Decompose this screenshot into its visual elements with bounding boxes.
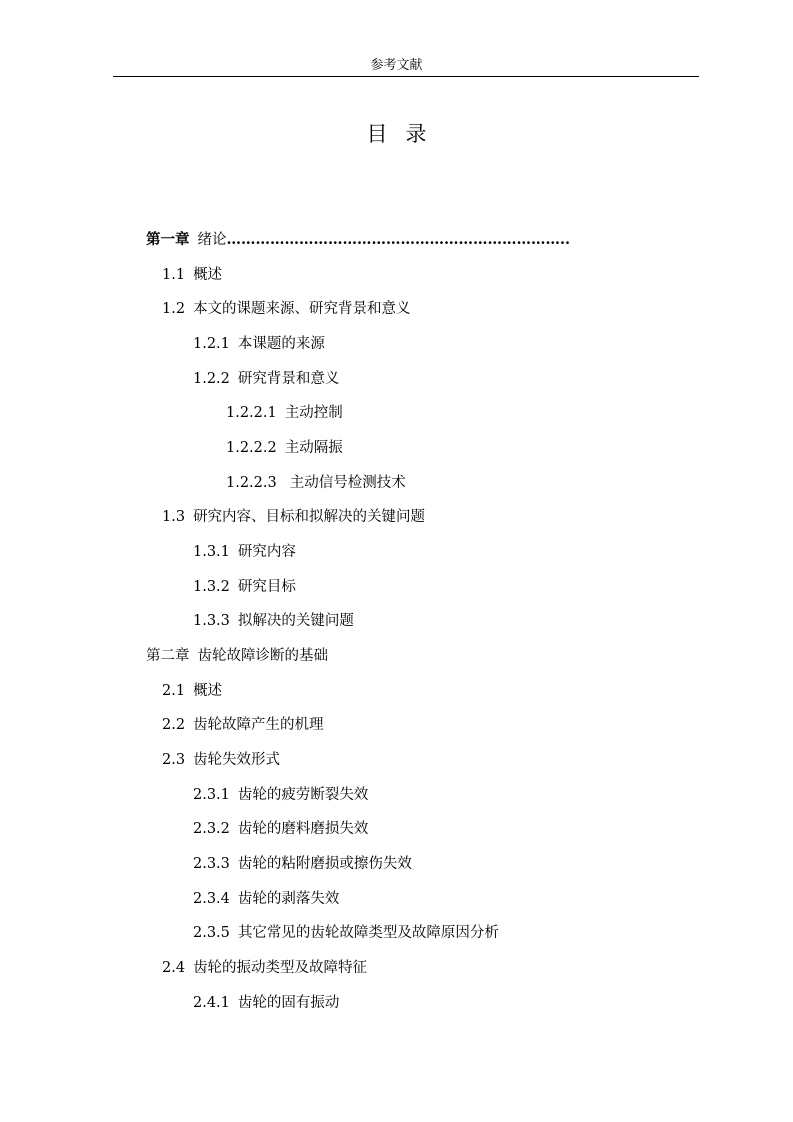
toc-entry-number: 1.1	[162, 267, 186, 283]
toc-entry-number: 1.3	[162, 509, 186, 525]
toc-entry-text: 本文的课题来源、研究背景和意义	[193, 301, 411, 317]
toc-entry-text: 概述	[193, 267, 223, 283]
toc-entry-text: 其它常见的齿轮故障类型及故障原因分析	[237, 925, 499, 941]
toc-entry-2-3-2[interactable]	[193, 819, 368, 839]
toc-entry-1-2[interactable]	[162, 299, 411, 319]
toc-entry-number: 第二章	[146, 648, 190, 664]
toc-entry-number: 1.2.1	[193, 336, 230, 352]
toc-entry-number: 2.4.1	[193, 995, 230, 1011]
toc-entry-chapter-1[interactable]	[146, 230, 570, 250]
toc-entry-text: 本课题的来源	[237, 336, 325, 352]
toc-entry-2-1[interactable]	[162, 681, 222, 701]
toc-entry-2-3-4[interactable]	[193, 889, 339, 909]
toc-entry-1-2-1[interactable]	[193, 334, 325, 354]
toc-entry-text: 主动控制	[284, 405, 343, 421]
toc-leader-dots: ……………………………………………………………..	[226, 231, 571, 248]
toc-entry-chapter-2[interactable]	[146, 646, 328, 666]
toc-entry-number: 2.3.2	[193, 821, 230, 837]
toc-entry-1-3[interactable]	[162, 507, 425, 527]
toc-entry-number: 1.3.2	[193, 579, 230, 595]
toc-entry-text: 绪论	[197, 232, 227, 248]
toc-entry-2-3[interactable]	[162, 750, 280, 770]
toc-entry-text: 拟解决的关键问题	[237, 613, 354, 629]
toc-entry-1-3-3[interactable]	[193, 611, 354, 631]
toc-entry-text: 齿轮的粘附磨损或擦伤失效	[237, 856, 412, 872]
page-title: 目录	[366, 122, 445, 146]
toc-entry-1-2-2[interactable]	[193, 369, 339, 389]
toc-entry-text: 齿轮的疲劳断裂失效	[237, 787, 369, 803]
toc-entry-1-1[interactable]	[162, 265, 222, 285]
toc-entry-text: 齿轮的磨料磨损失效	[237, 821, 369, 837]
toc-entry-number: 2.3.5	[193, 925, 230, 941]
toc-entry-number: 2.3	[162, 752, 186, 768]
toc-entry-number: 2.1	[162, 683, 186, 699]
toc-entry-2-3-1[interactable]	[193, 785, 368, 805]
toc-entry-text: 主动隔振	[284, 440, 343, 456]
toc-entry-text: 齿轮故障产生的机理	[193, 717, 324, 733]
toc-entry-number: 1.2.2.3	[226, 475, 277, 491]
toc-entry-number: 2.3.4	[193, 891, 230, 907]
toc-entry-number: 1.2	[162, 301, 186, 317]
toc-entry-text: 齿轮的振动类型及故障特征	[193, 960, 368, 976]
toc-entry-1-3-1[interactable]	[193, 542, 296, 562]
toc-entry-number: 1.2.2	[193, 371, 230, 387]
toc-entry-number: 1.3.3	[193, 613, 230, 629]
toc-entry-1-2-2-1[interactable]	[226, 403, 343, 423]
toc-entry-number: 1.2.2.2	[226, 440, 277, 456]
toc-entry-1-2-2-2[interactable]	[226, 438, 343, 458]
toc-entry-2-4[interactable]	[162, 958, 367, 978]
toc-entry-number: 2.3.1	[193, 787, 230, 803]
toc-entry-2-4-1[interactable]	[193, 993, 339, 1013]
toc-entry-text: 研究内容、目标和拟解决的关键问题	[193, 509, 426, 525]
toc-entry-number: 2.3.3	[193, 856, 230, 872]
toc-entry-2-2[interactable]	[162, 715, 324, 735]
toc-entry-number: 1.3.1	[193, 544, 230, 560]
toc-entry-number: 2.2	[162, 717, 186, 733]
toc-entry-text: 齿轮的固有振动	[237, 995, 340, 1011]
toc-entry-text: 概述	[193, 683, 223, 699]
toc-entry-1-3-2[interactable]	[193, 577, 296, 597]
toc-entry-1-2-2-3[interactable]	[226, 473, 406, 493]
toc-entry-number: 第一章	[146, 231, 190, 248]
toc-entry-text: 研究目标	[237, 579, 296, 595]
toc-entry-text: 齿轮故障诊断的基础	[197, 648, 328, 664]
toc-entry-text: 齿轮的剥落失效	[237, 891, 340, 907]
toc-entry-2-3-5[interactable]	[193, 923, 499, 943]
toc-entry-text: 研究内容	[237, 544, 296, 560]
running-header: 参考文献	[370, 58, 423, 73]
toc-entry-text: 主动信号检测技术	[289, 475, 406, 491]
toc-entry-number: 1.2.2.1	[226, 405, 277, 421]
toc-entry-number: 2.4	[162, 960, 186, 976]
toc-entry-2-3-3[interactable]	[193, 854, 412, 874]
toc-entry-text: 研究背景和意义	[237, 371, 340, 387]
toc-entry-text: 齿轮失效形式	[193, 752, 281, 768]
